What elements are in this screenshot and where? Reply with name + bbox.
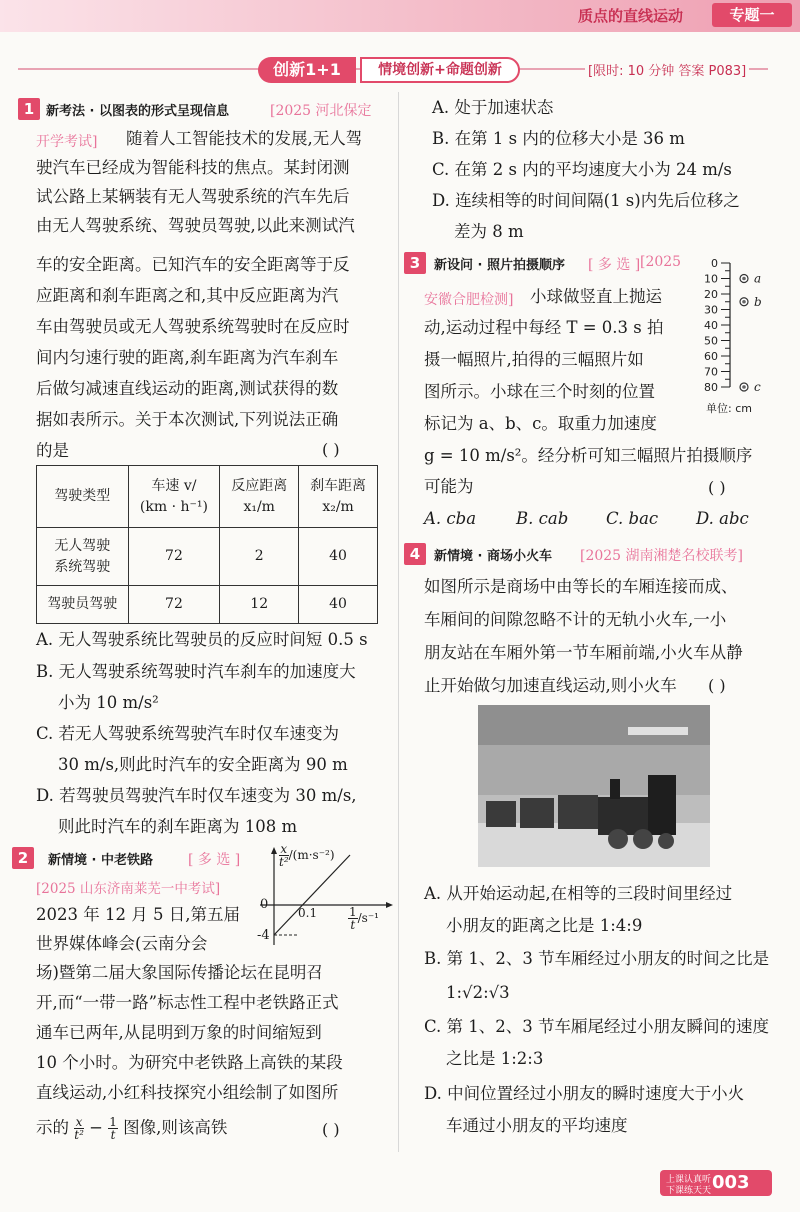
q3-line: 摄一幅照片,拍得的三幅照片如 <box>424 350 644 369</box>
table-cell: 12 <box>220 586 299 624</box>
q1-line: 驶汽车已经成为智能科技的焦点。某封闭测 <box>36 158 350 177</box>
option-text: 小朋友的距离之比是 1:4:9 <box>446 916 643 935</box>
ceiling-light <box>628 727 688 735</box>
q3-line: g = 10 m/s²。经分析可知三幅照片拍摄顺序 <box>424 446 753 465</box>
table-header <box>128 466 220 528</box>
q2-line: 直线运动,小红科技探究小组绘制了如图所 <box>36 1083 339 1102</box>
text-fragment: 示的 <box>36 1118 69 1137</box>
q1-line: 试公路上某辆装有无人驾驶系统的汽车先后 <box>36 187 350 206</box>
option-b[interactable]: B. 第 1、2、3 节车厢经过小朋友的时间之比是 <box>424 949 770 968</box>
y-unit: /(m·s⁻²) <box>288 848 335 862</box>
ruler <box>680 255 790 415</box>
cell-line: 系统驾驶 <box>54 558 111 575</box>
q1-line: 车的安全距离。已知汽车的安全距离等于反 <box>36 255 350 274</box>
q4-line: 如图所示是商场中由等长的车厢连接而成、 <box>424 577 738 596</box>
q3-line: 小球做竖直上抛运 <box>530 287 662 306</box>
ruler-tick-label: 80 <box>704 381 718 394</box>
ruler-graphic <box>680 255 790 415</box>
multi-select-tag: [ 多 选 ] <box>188 852 241 868</box>
one-over-t-fraction: $\frac{1}{t}$ <box>109 1115 117 1142</box>
question-number: 2 <box>12 847 34 869</box>
question-tag: 新情境 · 商场小火车 <box>434 549 552 564</box>
ruler-tick-label: 30 <box>704 303 718 317</box>
option-d[interactable]: D. abc <box>696 509 749 528</box>
ball-core <box>742 300 746 304</box>
header-line: x₂/m <box>322 498 354 515</box>
option-a[interactable]: A. 处于加速状态 <box>432 98 554 117</box>
q1-line: 据如表所示。关于本次测试,下列说法正确 <box>36 410 339 429</box>
header-line: (km · h⁻¹) <box>139 498 208 515</box>
option-text: 则此时汽车的刹车距离为 108 m <box>58 817 298 836</box>
answer-blank[interactable]: ( ) <box>708 676 726 695</box>
q1-line: 随着人工智能技术的发展,无人驾 <box>126 129 363 148</box>
origin-label: 0 <box>260 897 269 912</box>
x-tick-label: 0.1 <box>298 906 318 920</box>
option-d[interactable]: D. 连续相等的时间间隔(1 s)内先后位移之 <box>432 191 740 210</box>
ruler-tick-label: 50 <box>704 334 718 348</box>
q3-line: 标记为 a、b、c。取重力加速度 <box>424 414 657 433</box>
option-a[interactable]: A. 从开始运动起,在相等的三段时间里经过 <box>424 884 733 903</box>
page-number: 003 <box>712 1172 750 1193</box>
question-number: 1 <box>18 98 40 120</box>
question-tag: 新情境 · 中老铁路 <box>48 853 153 868</box>
ruler-unit: 单位: cm <box>706 402 752 415</box>
option-text: 之比是 1:2:3 <box>446 1049 544 1068</box>
answer-blank[interactable]: ( ) <box>322 440 340 459</box>
option-c[interactable]: C. 若无人驾驶系统驾驶汽车时仅车速变为 <box>36 724 340 743</box>
q2-line: 2023 年 12 月 5 日,第五届 <box>36 905 240 924</box>
table-cell: 驾驶员驾驶 <box>37 586 129 624</box>
q1-line: 间内匀速行驶的距离,刹车距离为汽车刹车 <box>36 348 339 367</box>
ball-label: c <box>754 380 761 394</box>
x-over-t2-fraction: $\frac{x}{\text{t²}}$ <box>74 1115 84 1142</box>
banner-meta: [限时: 10 分钟 答案 P083] <box>585 60 749 79</box>
q4-line: 车厢间的间隙忽略不计的无轨小火车,一小 <box>424 610 727 629</box>
header-line: x₁/m <box>243 498 275 515</box>
option-text: 差为 8 m <box>454 222 524 241</box>
q3-line: 可能为 <box>424 477 474 496</box>
q2-line: 通车已两年,从昆明到万象的时间缩短到 <box>36 1023 322 1042</box>
q4-line: 朋友站在车厢外第一节车厢前端,小火车从静 <box>424 643 743 662</box>
option-b[interactable]: B. cab <box>516 509 569 528</box>
answer-blank[interactable]: ( ) <box>708 478 726 497</box>
footer-slogan: 上课认真听 <box>666 1175 712 1185</box>
option-b[interactable]: B. 无人驾驶系统驾驶时汽车刹车的加速度大 <box>36 662 356 681</box>
option-d[interactable]: D. 若驾驶员驾驶汽车时仅车速变为 30 m/s, <box>36 786 357 805</box>
question-source: [2025 山东济南莱芜一中考试] <box>36 881 221 897</box>
header-line: 反应距离 <box>231 477 288 494</box>
table-cell: 2 <box>220 528 299 586</box>
q2-line-last <box>36 1116 227 1141</box>
q1-line: 由无人驾驶系统、驾驶员驾驶,以此来测试汽 <box>36 216 355 235</box>
option-d[interactable]: D. 中间位置经过小朋友的瞬时速度大于小火 <box>424 1084 745 1103</box>
chapter-title: 质点的直线运动 <box>578 7 684 25</box>
ruler-tick-label: 10 <box>704 272 718 286</box>
answer-blank[interactable]: ( ) <box>322 1120 340 1139</box>
table-row <box>37 586 378 624</box>
question-tag: 新设问 · 照片拍摄顺序 <box>434 258 565 273</box>
table-row <box>37 528 378 586</box>
header-line: 车速 v/ <box>151 477 197 494</box>
header-line: 刹车距离 <box>310 477 367 494</box>
y-tick-label: -4 <box>257 928 270 943</box>
minus-sign: − <box>89 1118 103 1137</box>
banner-title: 创新1+1 <box>258 57 356 83</box>
ball-core <box>742 277 746 281</box>
q3-line: 动,运动过程中每经 T = 0.3 s 拍 <box>424 318 664 337</box>
q3-line: 图所示。小球在三个时刻的位置 <box>424 382 655 401</box>
footer-slogan: 下课练天天 <box>666 1186 712 1196</box>
question-number: 3 <box>404 252 426 274</box>
option-text: 车通过小朋友的平均速度 <box>446 1116 628 1135</box>
ball-core <box>742 385 746 389</box>
ruler-tick-label: 70 <box>704 365 718 379</box>
x-unit: /s⁻¹ <box>357 911 379 925</box>
ruler-tick-label: 60 <box>704 350 718 363</box>
table-cell: 40 <box>299 528 378 586</box>
ruler-tick-label: 0 <box>711 257 718 270</box>
question-source: 开学考试] <box>36 134 98 150</box>
table-cell <box>37 528 129 586</box>
q2-line: 10 个小时。为研究中老铁路上高铁的某段 <box>36 1053 343 1072</box>
x-axis-label: $\frac{1}{t}$ /s⁻¹ <box>349 905 379 932</box>
option-text: 30 m/s,则此时汽车的安全距离为 90 m <box>58 755 348 774</box>
text-fragment: 图像,则该高铁 <box>123 1118 228 1137</box>
question-number: 4 <box>404 543 426 565</box>
q2-line: 场)暨第二届大象国际传播论坛在昆明召 <box>36 963 323 982</box>
question-source: [2025 湖南湘楚名校联考] <box>580 548 744 564</box>
option-a[interactable]: A. 无人驾驶系统比驾驶员的反应时间短 0.5 s <box>36 630 368 649</box>
column-divider <box>398 92 399 1152</box>
topic-badge: 专题一 <box>712 3 792 27</box>
train-photo <box>478 705 710 867</box>
ruler-tick-label: 40 <box>704 319 718 332</box>
table-cell: 40 <box>299 586 378 624</box>
ball-label: a <box>754 271 762 286</box>
question-tag: 新考法 · 以图表的形式呈现信息 <box>46 104 229 119</box>
q1-line: 的是 <box>36 441 69 460</box>
q1-line: 后做匀减速直线运动的距离,测试获得的数 <box>36 379 339 398</box>
ceiling <box>478 705 710 745</box>
ball-label: b <box>754 294 762 309</box>
table-header <box>220 466 299 528</box>
q2-line: 世界媒体峰会(云南分会 <box>36 934 208 953</box>
ruler-tick-label: 20 <box>704 288 718 301</box>
q1-line: 车由驾驶员或无人驾驶系统驾驶时在反应时 <box>36 317 350 336</box>
cell-line: 无人驾驶 <box>54 537 111 554</box>
banner-subtitle: 情境创新+命题创新 <box>360 57 520 83</box>
q2-line: 开,而“一带一路”标志性工程中老铁路正式 <box>36 993 339 1012</box>
y-axis-arrow <box>271 847 277 854</box>
question-source: 安徽合肥检测] <box>424 292 514 308</box>
table-header: 驾驶类型 <box>37 466 129 528</box>
multi-select-tag: [ 多 选 ] <box>588 257 641 273</box>
table-header <box>299 466 378 528</box>
table-cell: 72 <box>128 528 220 586</box>
option-b[interactable]: B. 在第 1 s 内的位移大小是 36 m <box>432 129 685 148</box>
option-c[interactable]: C. 第 1、2、3 节车厢尾经过小朋友瞬间的速度 <box>424 1017 770 1036</box>
y-axis-label: $\frac{x}{\text{t²}}$ /(m·s⁻²) <box>279 842 335 869</box>
q1-line: 应距离和刹车距离之和,其中反应距离为汽 <box>36 286 339 305</box>
q4-line: 止开始做匀加速直线运动,则小火车 <box>424 676 677 695</box>
table-cell: 72 <box>128 586 220 624</box>
option-c[interactable]: C. bac <box>606 509 659 528</box>
option-text: 1:√2:√3 <box>446 983 510 1002</box>
x-axis-arrow <box>386 902 393 908</box>
data-table <box>36 465 378 624</box>
question-source: [2025 河北保定 <box>270 103 372 119</box>
option-c[interactable]: C. 在第 2 s 内的平均速度大小为 24 m/s <box>432 160 732 179</box>
option-a[interactable]: A. cba <box>424 509 477 528</box>
question-source: [2025 <box>640 254 682 270</box>
option-text: 小为 10 m/s² <box>58 693 159 712</box>
